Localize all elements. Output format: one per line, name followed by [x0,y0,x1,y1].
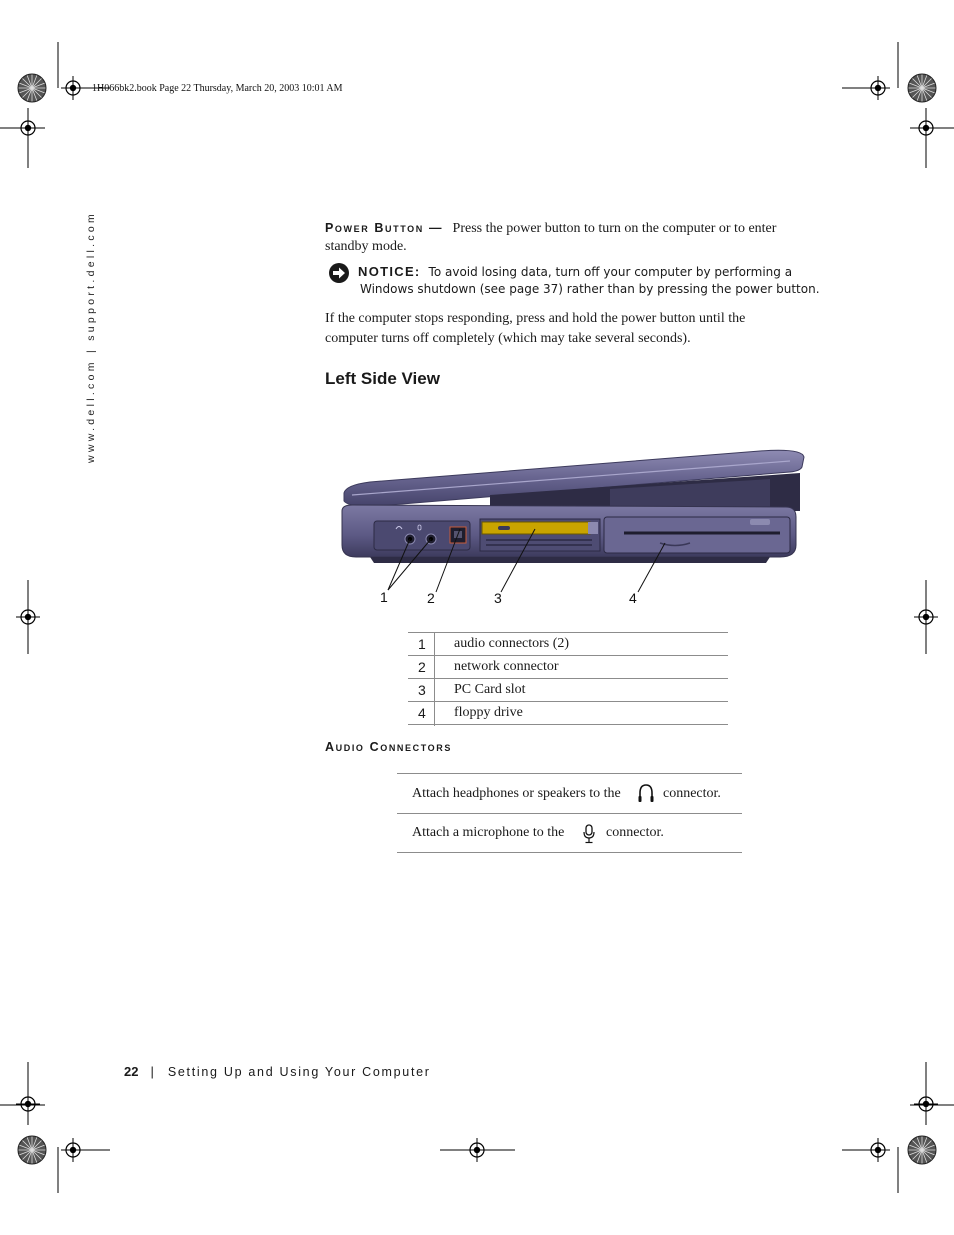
audio-row-text-after: connector. [606,825,664,840]
callout-1: 1 [380,589,388,605]
paragraph-line2: computer turns off completely (which may take several seconds). [325,331,691,346]
callout-2: 2 [427,590,435,606]
power-button-text-line2: standby mode. [325,239,407,254]
table-row [408,656,728,679]
legend-column-divider [434,632,435,726]
power-button-text-line1: Press the power button to turn on the computer or to enter [452,221,777,236]
legend-label: audio connectors (2) [454,633,728,656]
print-info-header: 1H066bk2.book Page 22 Thursday, March 20, 2003 10:01 AM [92,83,343,94]
footer-separator: | [150,1064,154,1079]
audio-row-text-after: connector. [663,786,721,801]
headphones-icon [637,783,655,810]
paragraph-line1: If the computer stops responding, press and hold the power button until the [325,311,746,326]
table-row [408,633,728,656]
callout-3: 3 [494,590,502,606]
page-footer [124,1063,431,1081]
page-number: 22 [124,1064,139,1079]
power-button-section [325,219,825,256]
legend-table [408,632,728,725]
legend-number: 1 [408,633,454,656]
audio-row-text: Attach headphones or speakers to the [412,786,621,801]
chapter-title: Setting Up and Using Your Computer [167,1065,431,1079]
microphone-icon [582,823,596,850]
legend-label: network connector [454,656,728,679]
notice-text-line2: Windows shutdown (see page 37) rather than by pressing the power button. [360,282,820,296]
notice-label: NOTICE: [358,264,421,279]
table-row [408,679,728,702]
legend-number: 4 [408,702,454,725]
legend-label: PC Card slot [454,679,728,702]
section-title: Left Side View [325,369,440,388]
table-row [408,702,728,725]
legend-number: 2 [408,656,454,679]
callout-leader-lines [370,525,670,605]
audio-row-headphones [397,774,742,814]
audio-connectors-heading: Audio Connectors [325,740,452,754]
legend-number: 3 [408,679,454,702]
power-button-heading: Power Button — [325,221,444,235]
notice-icon [328,262,350,289]
notice-block [358,263,818,298]
legend-label: floppy drive [454,702,728,725]
audio-row-text: Attach a microphone to the [412,825,565,840]
legend-table-wrapper [408,632,728,725]
unresponsive-paragraph [325,309,825,349]
side-url: www.dell.com | support.dell.com [85,210,97,463]
audio-row-microphone [397,813,742,853]
callout-4: 4 [629,590,637,606]
notice-text-line1: To avoid losing data, turn off your computer by performing a [428,265,793,279]
